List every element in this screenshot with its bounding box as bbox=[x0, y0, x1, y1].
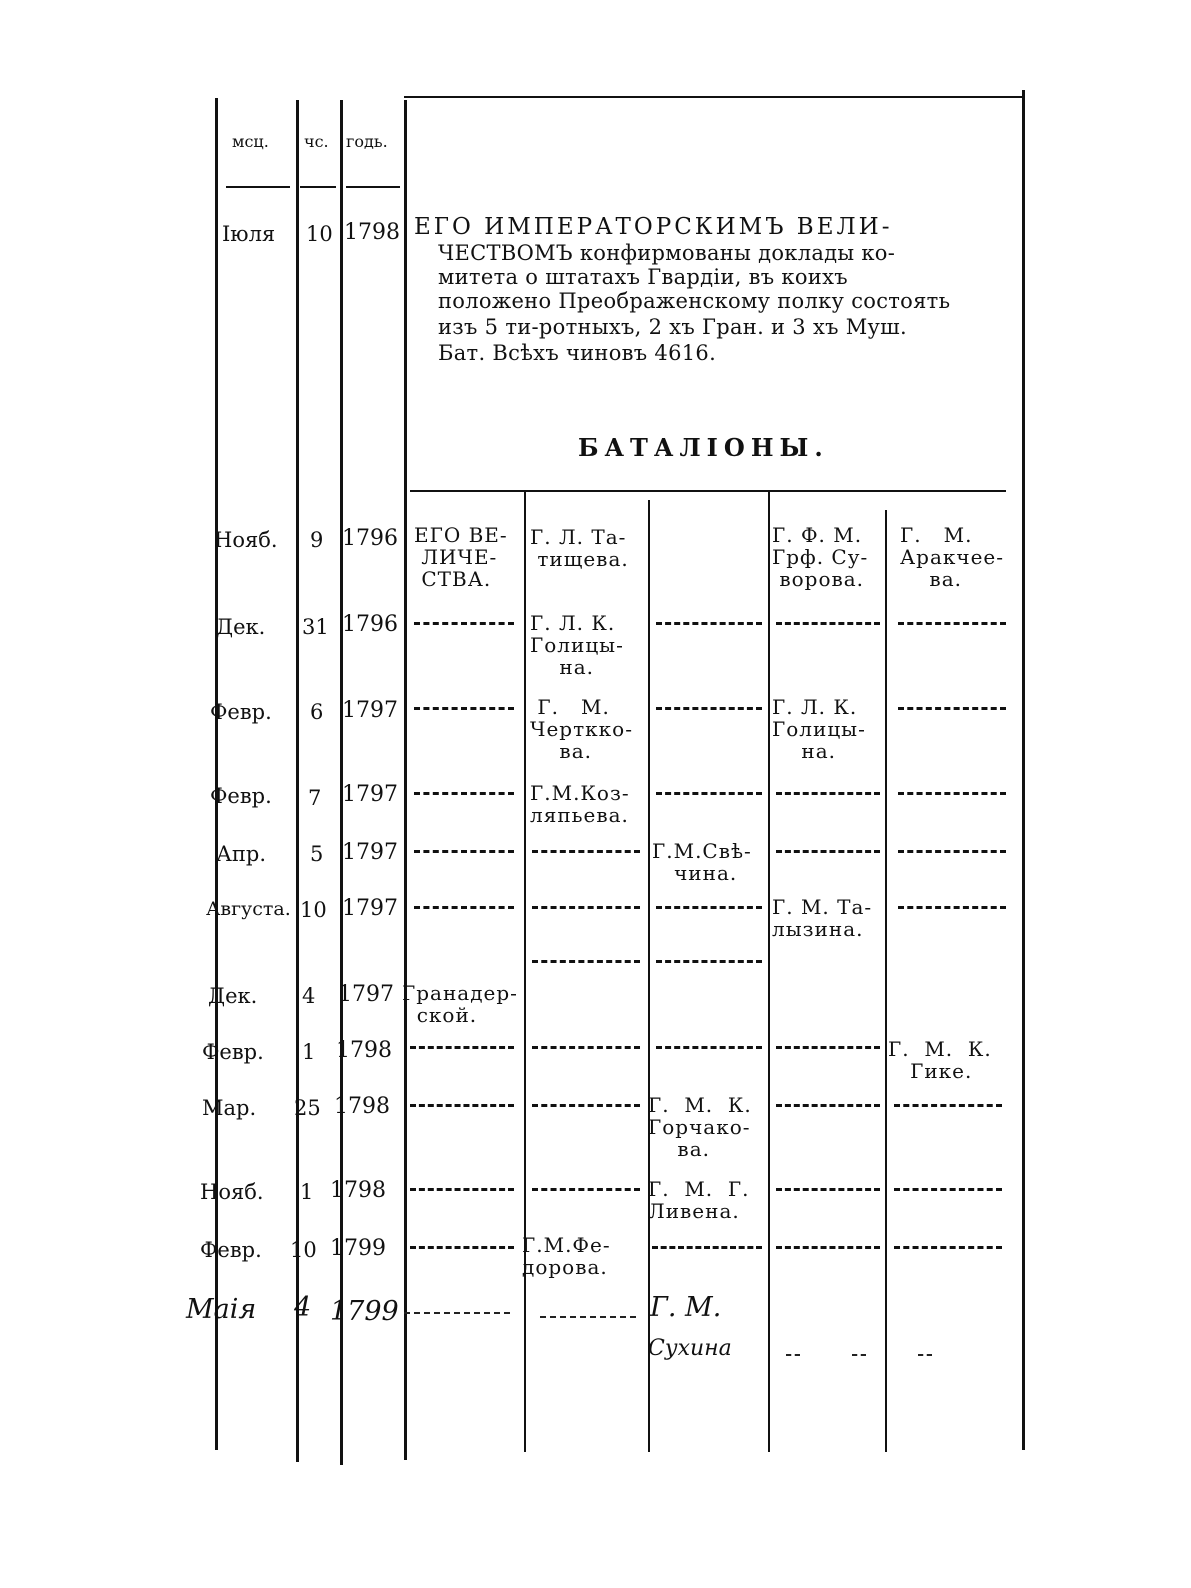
header-underline-day bbox=[300, 186, 336, 188]
row-10-month: Нояб. bbox=[200, 1180, 264, 1204]
header-day: чс. bbox=[304, 132, 329, 151]
dash-r3-c5 bbox=[898, 707, 1006, 710]
right-border-rule bbox=[1022, 90, 1025, 1450]
handwritten-day: 4 bbox=[294, 1292, 312, 1323]
dash-r12-c2 bbox=[540, 1316, 636, 1318]
row-5-month: Апр. bbox=[216, 842, 267, 866]
dash-r10-c5 bbox=[894, 1188, 1002, 1191]
dash-r2-c3 bbox=[656, 622, 762, 625]
dash-r2-c5 bbox=[898, 622, 1006, 625]
dash-r11-c3 bbox=[652, 1246, 762, 1249]
cell-r1-c1: ЕГО ВЕ- ЛИЧЕ- СТВА. bbox=[414, 523, 508, 591]
row-5-day: 5 bbox=[310, 842, 324, 866]
row-7-month: Дек. bbox=[208, 984, 258, 1008]
intro-line-2: ЧЕСТВОМЪ конфирмованы доклады ко- bbox=[438, 241, 896, 265]
dash-r8-c1 bbox=[410, 1046, 514, 1049]
dash-r2-c1 bbox=[414, 622, 514, 625]
row-3-day: 6 bbox=[310, 700, 324, 724]
header-month: мсц. bbox=[232, 132, 269, 151]
row-10-year: 1798 bbox=[330, 1178, 386, 1203]
top-border-rule bbox=[404, 96, 1024, 98]
cell-r1-c2: Г. Л. Та- тищева. bbox=[530, 525, 629, 571]
cell-r1-c4: Г. Ф. М. Грф. Су- ворова. bbox=[772, 523, 869, 591]
section-title: БАТАЛІОНЫ. bbox=[578, 433, 829, 462]
dash-r11-c5 bbox=[894, 1246, 1002, 1249]
dash-r12-c5 bbox=[852, 1354, 866, 1356]
cell-r2-c2: Г. Л. К. Голицы- на. bbox=[530, 611, 624, 679]
row-11-month: Февр. bbox=[200, 1238, 262, 1262]
row-11-year: 1799 bbox=[330, 1236, 386, 1261]
battalion-col-divider-1 bbox=[524, 492, 526, 1452]
intro-line-3: митета о штатахъ Гвардіи, въ коихъ bbox=[438, 265, 848, 289]
dash-r5-c2 bbox=[532, 850, 640, 853]
header-underline-year bbox=[346, 186, 400, 188]
dash-r11-c4 bbox=[776, 1246, 880, 1249]
row-4-day: 7 bbox=[308, 786, 322, 810]
row-9-day: 25 bbox=[294, 1096, 321, 1120]
cell-r11-c2: Г.М.Фе- дорова. bbox=[522, 1233, 611, 1279]
dash-r8-c3 bbox=[656, 1046, 762, 1049]
cell-r10-c3: Г. М. Г. Ливена. bbox=[648, 1177, 750, 1223]
row-7-day: 4 bbox=[302, 984, 316, 1008]
row-4-month: Февр. bbox=[210, 784, 272, 808]
dash-r5-c5 bbox=[898, 850, 1006, 853]
row-5-year: 1797 bbox=[342, 840, 398, 865]
dash-r10-c2 bbox=[532, 1188, 640, 1191]
dash-r9-c1 bbox=[410, 1104, 514, 1107]
dash-r3-c3 bbox=[656, 707, 762, 710]
dash-r5-c4 bbox=[776, 850, 880, 853]
cell-r7-c1: Гранадер- ской. bbox=[402, 981, 518, 1027]
dash-r6-c2 bbox=[532, 906, 640, 909]
row-10-day: 1 bbox=[300, 1180, 314, 1204]
dash-r12-c4 bbox=[786, 1354, 800, 1356]
header-underline-month bbox=[226, 186, 290, 188]
row-2-month: Дек. bbox=[216, 615, 266, 639]
dash-r4-c3 bbox=[656, 792, 762, 795]
dash-r6-c3 bbox=[656, 906, 762, 909]
dash-r5-c1 bbox=[414, 850, 514, 853]
row-3-month: Февр. bbox=[210, 700, 272, 724]
row-8-day: 1 bbox=[302, 1040, 316, 1064]
dash-r8-c4 bbox=[776, 1046, 880, 1049]
cell-r4-c2: Г.М.Коз- ляпьева. bbox=[530, 781, 630, 827]
dash-r6b-c3 bbox=[656, 960, 762, 963]
row-3-year: 1797 bbox=[342, 698, 398, 723]
cell-r1-c5: Г. М. Аракчее- ва. bbox=[900, 523, 1005, 591]
handwritten-month: Маія bbox=[186, 1294, 257, 1325]
dash-r4-c4 bbox=[776, 792, 880, 795]
row-1-month: Нояб. bbox=[214, 528, 278, 552]
handwritten-cell-line-2: Сухина bbox=[648, 1336, 732, 1361]
row-11-day: 10 bbox=[290, 1238, 317, 1262]
cell-r9-c3: Г. М. К. Горчако- ва. bbox=[648, 1093, 752, 1161]
row-2-day: 31 bbox=[302, 615, 329, 639]
year-content-divider bbox=[404, 100, 407, 1460]
row-6-year: 1797 bbox=[342, 896, 398, 921]
row-9-month: Мар. bbox=[202, 1096, 257, 1120]
row-2-year: 1796 bbox=[342, 612, 398, 637]
dash-r9-c2 bbox=[532, 1104, 640, 1107]
dash-r12-c1 bbox=[404, 1312, 510, 1314]
intro-line-4: положено Преображенскому полку состоять bbox=[438, 289, 951, 313]
dash-r6-c1 bbox=[414, 906, 514, 909]
row-8-year: 1798 bbox=[336, 1038, 392, 1063]
cell-r3-c2: Г. М. Черткко- ва. bbox=[530, 695, 633, 763]
battalion-col-divider-4 bbox=[885, 510, 887, 1452]
row-6-month: Августа. bbox=[206, 898, 291, 920]
row-9-year: 1798 bbox=[334, 1094, 390, 1119]
intro-day: 10 bbox=[306, 222, 333, 246]
dash-r8-c2 bbox=[532, 1046, 640, 1049]
dash-r4-c1 bbox=[414, 792, 514, 795]
dash-r4-c5 bbox=[898, 792, 1006, 795]
intro-year: 1798 bbox=[344, 220, 400, 245]
handwritten-cell-line-1: Г. М. bbox=[650, 1292, 722, 1323]
intro-line-5: изъ 5 ти-ротныхъ, 2 хъ Гран. и 3 хъ Муш. bbox=[438, 315, 907, 339]
dash-r10-c4 bbox=[776, 1188, 880, 1191]
cell-r3-c4: Г. Л. К. Голицы- на. bbox=[772, 695, 866, 763]
dash-r2-c4 bbox=[776, 622, 880, 625]
dash-r11-c1 bbox=[410, 1246, 514, 1249]
row-4-year: 1797 bbox=[342, 782, 398, 807]
row-1-day: 9 bbox=[310, 528, 324, 552]
dash-r10-c1 bbox=[410, 1188, 514, 1191]
row-8-month: Февр. bbox=[202, 1040, 264, 1064]
dash-r9-c4 bbox=[776, 1104, 880, 1107]
cell-r6-c4: Г. М. Та- лызина. bbox=[772, 895, 873, 941]
battalion-header-rule bbox=[410, 490, 1006, 492]
row-6-day: 10 bbox=[300, 898, 327, 922]
handwritten-year: 1799 bbox=[330, 1296, 399, 1327]
dash-r3-c1 bbox=[414, 707, 514, 710]
dash-r6b-c2 bbox=[532, 960, 640, 963]
intro-line-6: Бат. Всѣхъ чиновъ 4616. bbox=[438, 341, 717, 365]
dash-r6-c5 bbox=[898, 906, 1006, 909]
header-year: годь. bbox=[346, 132, 388, 151]
dash-r12-c6 bbox=[918, 1354, 932, 1356]
intro-month: Іюля bbox=[222, 222, 276, 246]
dash-r9-c5 bbox=[894, 1104, 1002, 1107]
cell-r8-c5: Г. М. К. Гике. bbox=[888, 1037, 992, 1083]
row-7-year: 1797 bbox=[338, 982, 394, 1007]
battalion-col-divider-3 bbox=[768, 492, 770, 1452]
row-1-year: 1796 bbox=[342, 526, 398, 551]
cell-r5-c3: Г.М.Свѣ- чина. bbox=[652, 839, 752, 885]
intro-line-1: ЕГО ИМПЕРАТОРСКИМЪ ВЕЛИ- bbox=[414, 214, 893, 240]
